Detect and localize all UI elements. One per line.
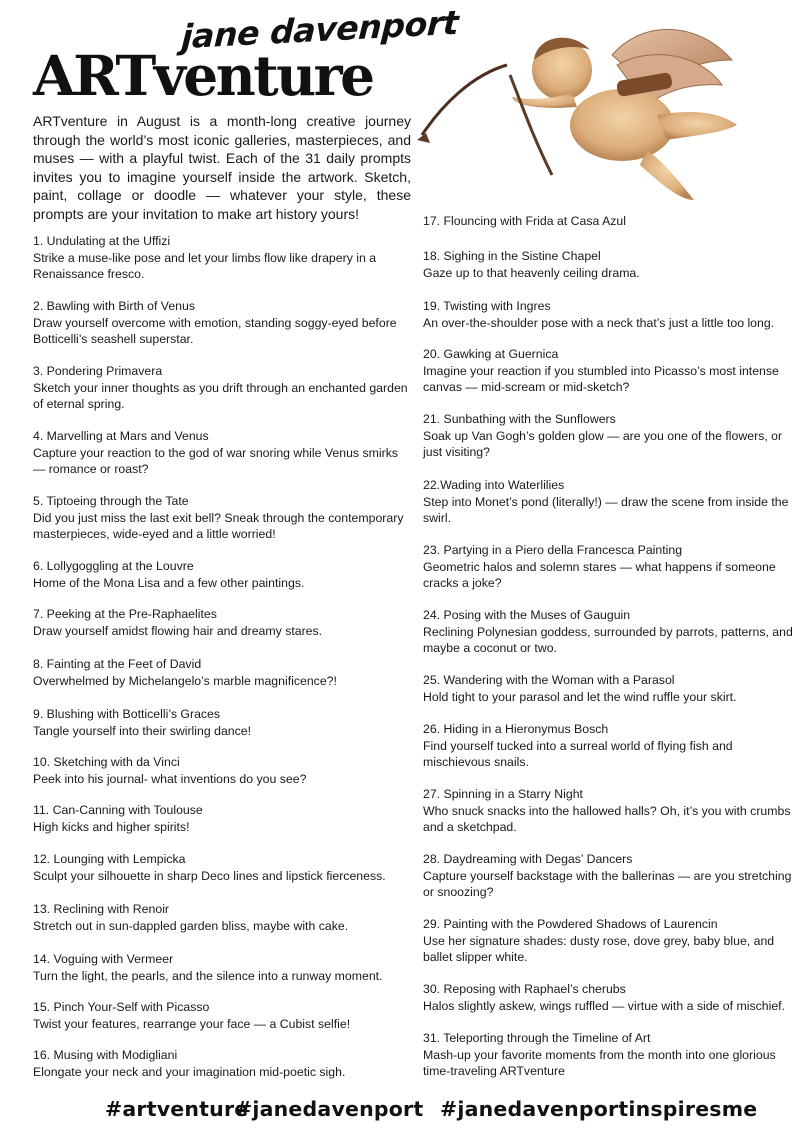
prompt-item bbox=[423, 1030, 800, 1080]
prompt-title: 15. Pinch Your-Self with Picasso bbox=[33, 1000, 210, 1014]
prompt-title: 8. Fainting at the Feet of David bbox=[33, 657, 202, 671]
prompt-description: Soak up Van Gogh’s golden glow — are you one of the flowers, or just visiting? bbox=[423, 428, 783, 459]
hashtag-janedavenport: #janedavenport bbox=[235, 1097, 424, 1121]
prompt-title: 11. Can-Canning with Toulouse bbox=[33, 803, 203, 817]
prompt-item bbox=[423, 346, 800, 396]
prompt-description: Reclining Polynesian goddess, surrounded by parrots, patterns, and maybe a coconut or two. bbox=[423, 624, 793, 655]
prompt-item bbox=[33, 951, 411, 984]
prompt-description: Draw yourself amidst flowing hair and dreamy stares. bbox=[33, 623, 323, 638]
prompt-title: 27. Spinning in a Starry Night bbox=[423, 787, 583, 801]
prompt-item bbox=[423, 411, 800, 461]
page-title: ARTventure bbox=[33, 43, 373, 108]
prompt-description: An over-the-shoulder pose with a neck that’s just a little too long. bbox=[423, 315, 775, 330]
prompt-title: 12. Lounging with Lempicka bbox=[33, 852, 186, 866]
prompt-item bbox=[33, 656, 411, 689]
prompt-title: 21. Sunbathing with the Sunflowers bbox=[423, 412, 616, 426]
prompt-description: Did you just miss the last exit bell? Sneak through the contemporary masterpieces, wide-eyed and a little worried! bbox=[33, 510, 404, 541]
prompt-item bbox=[423, 298, 800, 331]
prompt-title: 13. Reclining with Renoir bbox=[33, 902, 170, 916]
prompt-title: 30. Reposing with Raphael’s cherubs bbox=[423, 982, 626, 996]
prompt-title: 19. Twisting with Ingres bbox=[423, 299, 551, 313]
prompt-item bbox=[33, 999, 411, 1032]
prompt-title: 5. Tiptoeing through the Tate bbox=[33, 494, 189, 508]
prompt-description: High kicks and higher spirits! bbox=[33, 819, 190, 834]
prompt-description: Sketch your inner thoughts as you drift through an enchanted garden of eternal spring. bbox=[33, 380, 408, 411]
prompt-title: 20. Gawking at Guernica bbox=[423, 347, 559, 361]
prompt-item bbox=[423, 477, 800, 527]
prompt-title: 23. Partying in a Piero della Francesca Painting bbox=[423, 543, 683, 557]
prompt-item bbox=[33, 558, 411, 591]
prompt-title: 24. Posing with the Muses of Gauguin bbox=[423, 608, 631, 622]
prompt-description: Geometric halos and solemn stares — what happens if someone cracks a joke? bbox=[423, 559, 776, 590]
prompt-title: 2. Bawling with Birth of Venus bbox=[33, 299, 195, 313]
prompt-title: 3. Pondering Primavera bbox=[33, 364, 163, 378]
prompt-item bbox=[33, 706, 411, 739]
prompt-description: Who snuck snacks into the hallowed halls? Oh, it’s you with crumbs and a sketchpad. bbox=[423, 803, 791, 834]
prompt-description: Stretch out in sun-dappled garden bliss, maybe with cake. bbox=[33, 918, 349, 933]
prompt-item bbox=[33, 901, 411, 934]
prompt-description: Elongate your neck and your imagination mid-poetic sigh. bbox=[33, 1064, 346, 1079]
prompt-item bbox=[423, 981, 800, 1014]
prompt-item bbox=[33, 363, 411, 413]
prompt-title: 29. Painting with the Powdered Shadows of Laurencin bbox=[423, 917, 718, 931]
prompt-description: Gaze up to that heavenly ceiling drama. bbox=[423, 265, 640, 280]
prompt-item bbox=[423, 213, 800, 230]
prompt-title: 31. Teleporting through the Timeline of Art bbox=[423, 1031, 651, 1045]
prompt-description: Tangle yourself into their swirling dance! bbox=[33, 723, 252, 738]
prompt-title: 1. Undulating at the Uffizi bbox=[33, 234, 171, 248]
cupid-with-bow-icon bbox=[412, 15, 742, 205]
prompt-item bbox=[33, 606, 411, 639]
prompt-description: Step into Monet’s pond (literally!) — draw the scene from inside the swirl. bbox=[423, 494, 789, 525]
prompt-item bbox=[423, 542, 800, 592]
prompt-item bbox=[33, 851, 411, 884]
prompt-description: Use her signature shades: dusty rose, dove grey, baby blue, and ballet slipper white. bbox=[423, 933, 775, 964]
prompt-description: Capture yourself backstage with the ballerinas — are you stretching or snoozing? bbox=[423, 868, 792, 899]
prompt-description: Turn the light, the pearls, and the silence into a runway moment. bbox=[33, 968, 383, 983]
prompt-title: 17. Flouncing with Frida at Casa Azul bbox=[423, 214, 627, 228]
prompt-item bbox=[33, 1047, 411, 1080]
prompt-title: 28. Daydreaming with Degas’ Dancers bbox=[423, 852, 633, 866]
hashtag-janedavenportinspiresme: #janedavenportinspiresme bbox=[440, 1097, 758, 1121]
prompt-title: 25. Wandering with the Woman with a Parasol bbox=[423, 673, 675, 687]
prompt-description: Imagine your reaction if you stumbled into Picasso’s most intense canvas — mid-scream or mid-sketch? bbox=[423, 363, 779, 394]
prompt-title: 7. Peeking at the Pre-Raphaelites bbox=[33, 607, 217, 621]
prompt-item bbox=[33, 233, 411, 283]
prompt-description: Overwhelmed by Michelangelo’s marble magnificence?! bbox=[33, 673, 337, 688]
prompt-item bbox=[33, 493, 411, 543]
prompt-item bbox=[33, 298, 411, 348]
prompt-title: 18. Sighing in the Sistine Chapel bbox=[423, 249, 601, 263]
prompt-title: 22.Wading into Waterlilies bbox=[423, 478, 565, 492]
prompt-title: 10. Sketching with da Vinci bbox=[33, 755, 180, 769]
prompt-item bbox=[423, 248, 800, 281]
brand-signature: jane davenport bbox=[180, 2, 460, 57]
prompt-description: Strike a muse-like pose and let your limbs flow like drapery in a Renaissance fresco. bbox=[33, 250, 377, 281]
prompt-title: 4. Marvelling at Mars and Venus bbox=[33, 429, 209, 443]
prompt-title: 26. Hiding in a Hieronymus Bosch bbox=[423, 722, 609, 736]
prompt-description: Halos slightly askew, wings ruffled — virtue with a side of mischief. bbox=[423, 998, 785, 1013]
prompt-description: Sculpt your silhouette in sharp Deco lines and lipstick fierceness. bbox=[33, 868, 386, 883]
prompt-item bbox=[33, 802, 411, 835]
prompt-description: Hold tight to your parasol and let the wind ruffle your skirt. bbox=[423, 689, 737, 704]
prompt-description: Twist your features, rearrange your face — a Cubist selfie! bbox=[33, 1016, 351, 1031]
prompt-title: 16. Musing with Modigliani bbox=[33, 1048, 178, 1062]
prompt-description: Capture your reaction to the god of war snoring while Venus smirks — romance or roast? bbox=[33, 445, 398, 476]
prompt-item bbox=[423, 721, 800, 771]
prompt-item bbox=[423, 672, 800, 705]
prompt-description: Home of the Mona Lisa and a few other paintings. bbox=[33, 575, 305, 590]
intro-paragraph: ARTventure in August is a month-long creative journey through the world’s most iconic galleries, masterpieces, and muses — with a playful twist. Each of the 31 daily prompts invites you to imagine yourself inside the artwork. Sketch, paint, collage or doodle — whatever your style, these prompts are your invitation to make art history yours! bbox=[33, 113, 411, 222]
prompt-title: 6. Lollygoggling at the Louvre bbox=[33, 559, 194, 573]
prompt-item bbox=[33, 428, 411, 478]
prompt-item bbox=[423, 851, 800, 901]
prompt-description: Peek into his journal- what inventions do you see? bbox=[33, 771, 307, 786]
prompt-description: Find yourself tucked into a surreal world of flying fish and mischievous snails. bbox=[423, 738, 733, 769]
prompt-description: Mash-up your favorite moments from the month into one glorious time-traveling ARTventure bbox=[423, 1047, 776, 1078]
prompt-title: 14. Voguing with Vermeer bbox=[33, 952, 174, 966]
prompt-item bbox=[423, 916, 800, 966]
prompt-item bbox=[33, 754, 411, 787]
prompt-item bbox=[423, 607, 800, 657]
prompt-item bbox=[423, 786, 800, 836]
prompt-description: Draw yourself overcome with emotion, standing soggy-eyed before Botticelli’s seashell superstar. bbox=[33, 315, 397, 346]
hashtag-artventure: #artventure bbox=[105, 1097, 249, 1121]
prompt-title: 9. Blushing with Botticelli’s Graces bbox=[33, 707, 221, 721]
